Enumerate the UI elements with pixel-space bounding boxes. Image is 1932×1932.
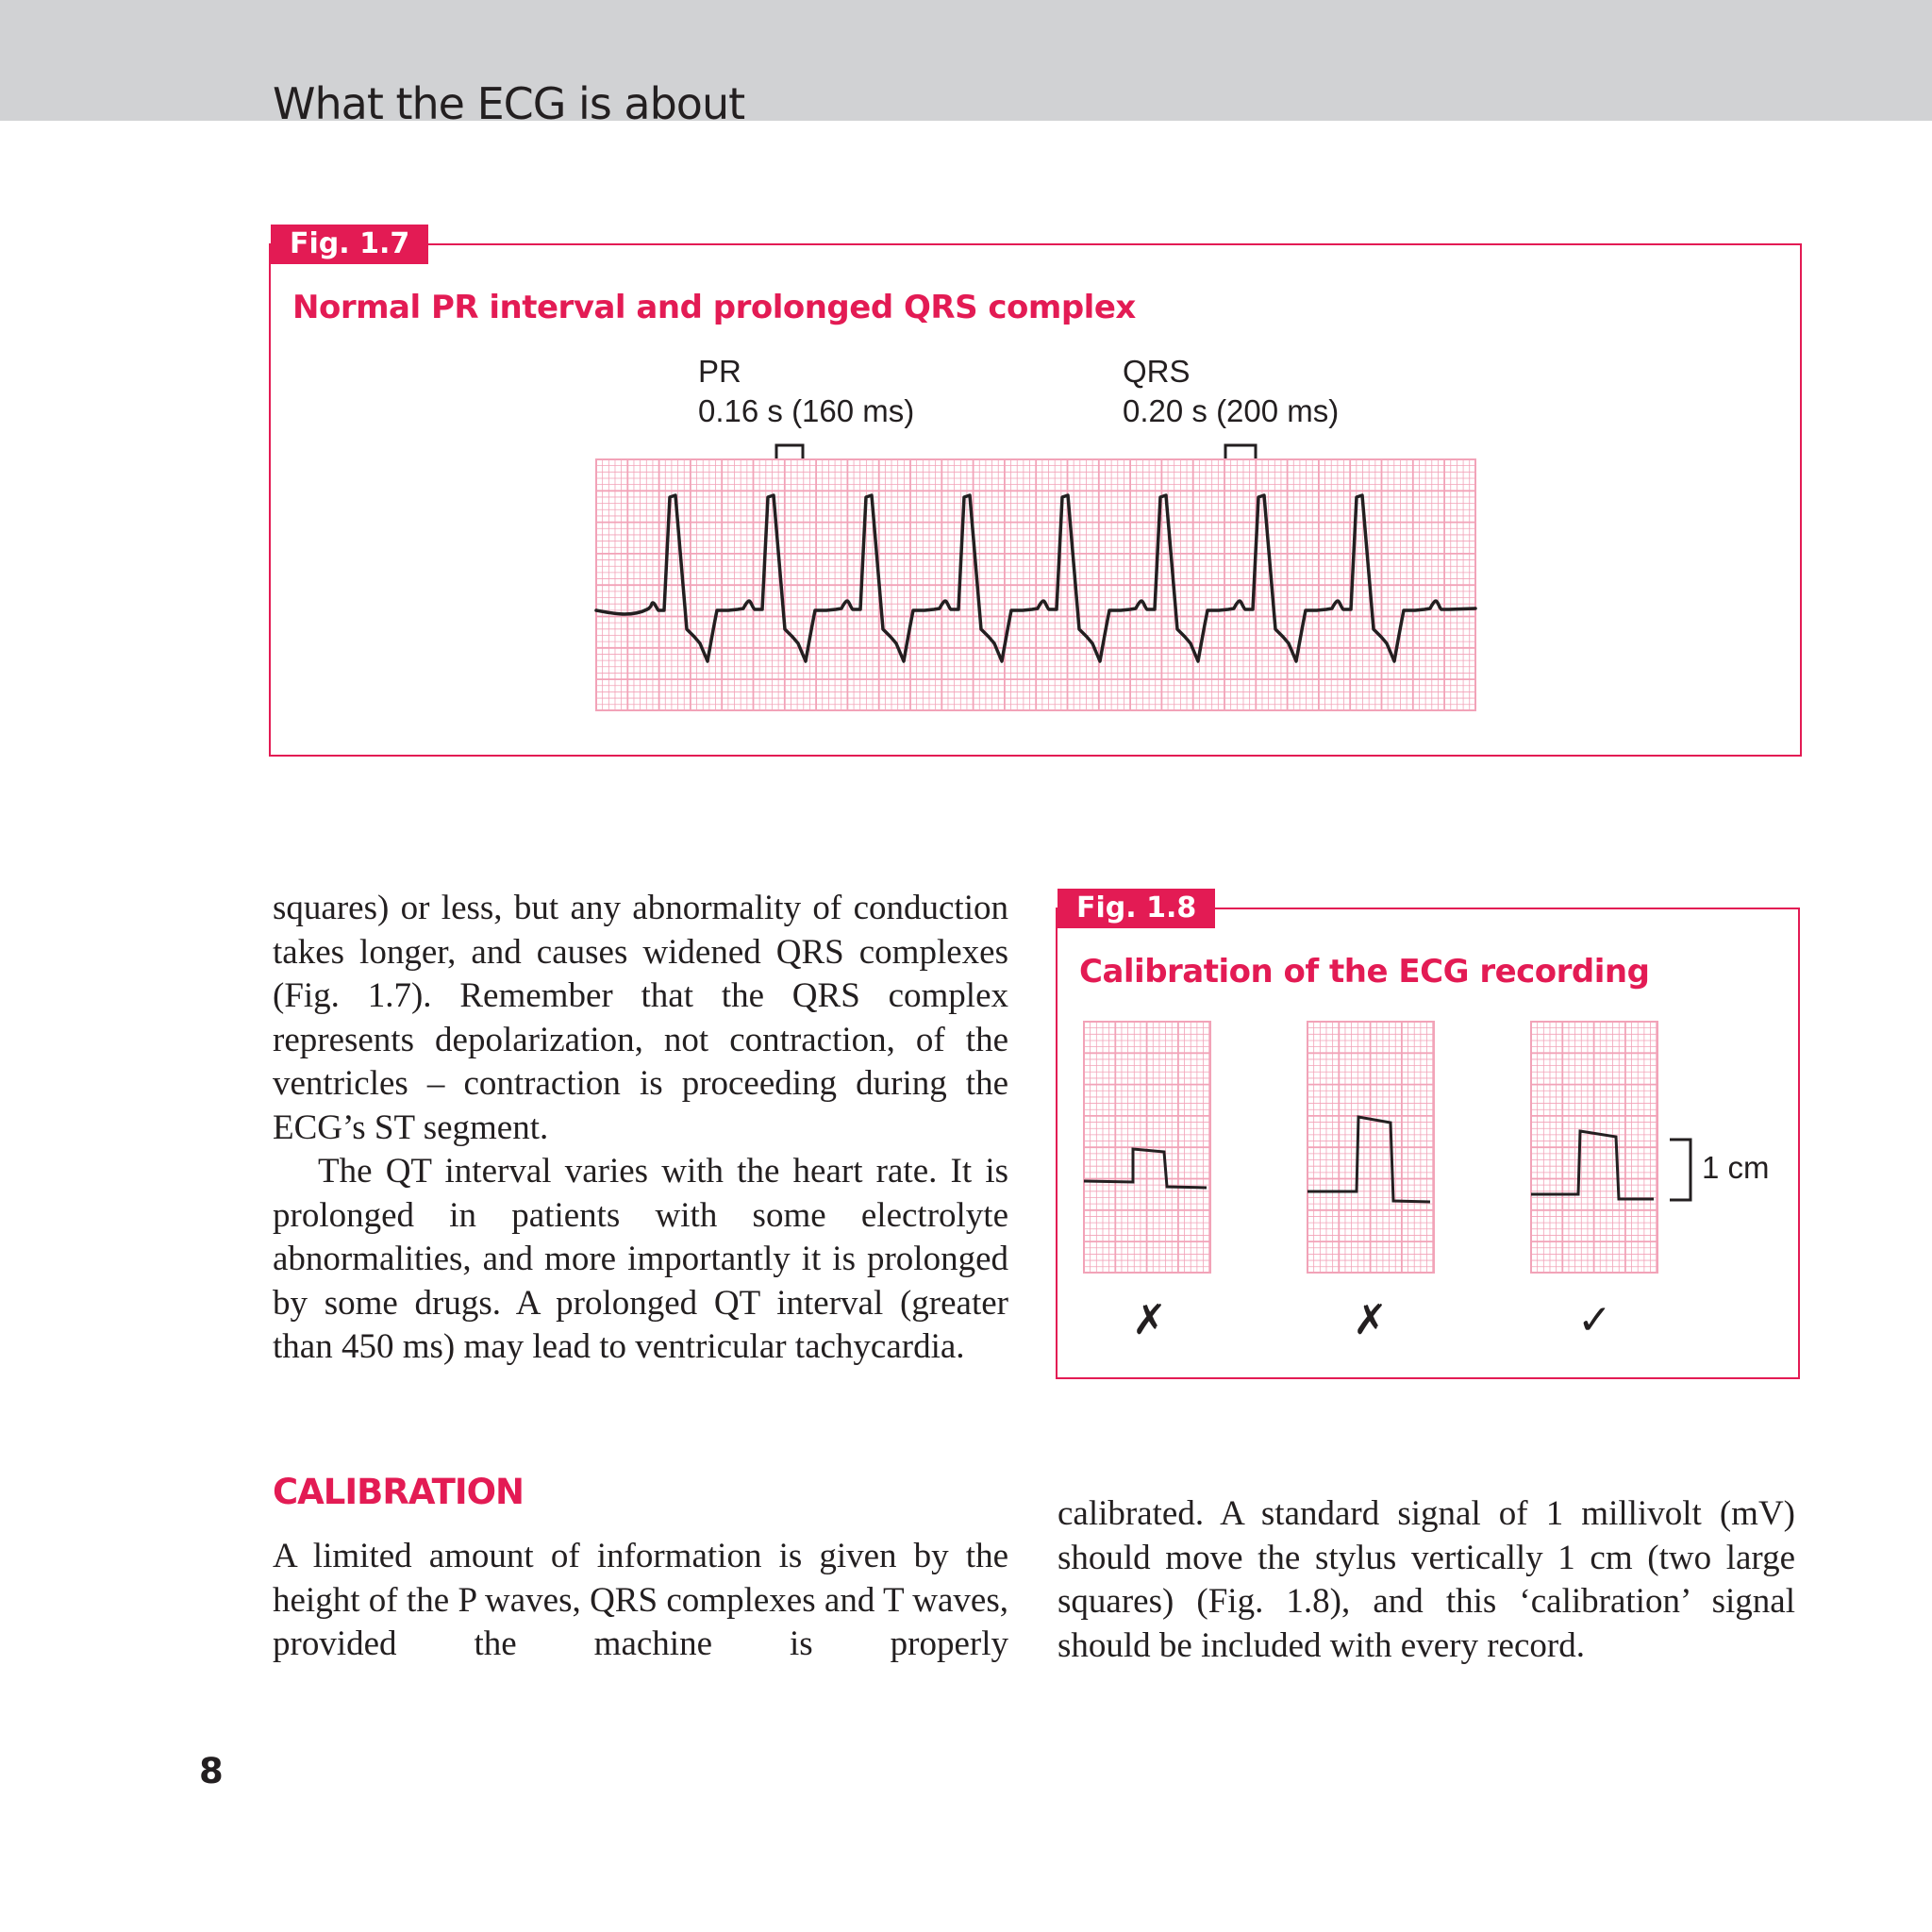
fig-1-8-title: Calibration of the ECG recording [1079, 953, 1650, 991]
one-cm-label: 1 cm [1702, 1150, 1770, 1185]
fig-1-7-label: Fig. 1.7 [271, 225, 428, 264]
pr-value: 0.16 s (160 ms) [698, 393, 915, 428]
running-title: What the ECG is about [273, 78, 745, 129]
calibration-panel-3 [1531, 1022, 1657, 1273]
body-paragraph-2: The QT interval varies with the heart rate. It is prolonged in patients with some electrolyte abnormalities, and more importantly it is prolonged by some drugs. A prolonged QT interval (greater than 450 ms) may lead to ventricular tachycardia. [273, 1152, 1008, 1366]
body-paragraph-1: squares) or less, but any abnormality of conduction takes longer, and causes widened QRS complexes (Fig. 1.7). Remember that the QRS complex represents depolarization, not contraction, of the ventricles – contraction is proceeding during the ECG’s ST segment. [273, 889, 1008, 1147]
ecg-rhythm-strip [596, 459, 1475, 710]
cross-mark-icon: ✗ [1353, 1296, 1388, 1344]
qrs-name: QRS [1123, 354, 1191, 389]
pr-annotation [698, 352, 914, 431]
section-heading: CALIBRATION [273, 1472, 525, 1512]
cross-mark-icon: ✗ [1132, 1296, 1167, 1344]
pr-name: PR [698, 354, 741, 389]
fig-1-7-title: Normal PR interval and prolonged QRS complex [292, 289, 1136, 326]
qrs-annotation [1123, 352, 1339, 431]
calibration-panel-2 [1307, 1022, 1434, 1273]
body-paragraph-4: calibrated. A standard signal of 1 millivolt (mV) should move the stylus vertically 1 cm (two large squares) (Fig. 1.8), and this ‘calibration’ signal should be included with every record. [1058, 1494, 1795, 1665]
body-column-left-top [273, 887, 1008, 1370]
page-number: 8 [199, 1751, 224, 1791]
calibration-panel-1 [1084, 1022, 1210, 1273]
one-cm-bracket [1668, 1137, 1696, 1205]
body-paragraph-3: A limited amount of information is given by the height of the P waves, QRS complexes and T waves, provided the machine is properly [273, 1537, 1008, 1663]
qrs-value: 0.20 s (200 ms) [1123, 393, 1340, 428]
fig-1-8-label: Fig. 1.8 [1058, 889, 1215, 928]
check-mark-icon: ✓ [1577, 1296, 1612, 1344]
